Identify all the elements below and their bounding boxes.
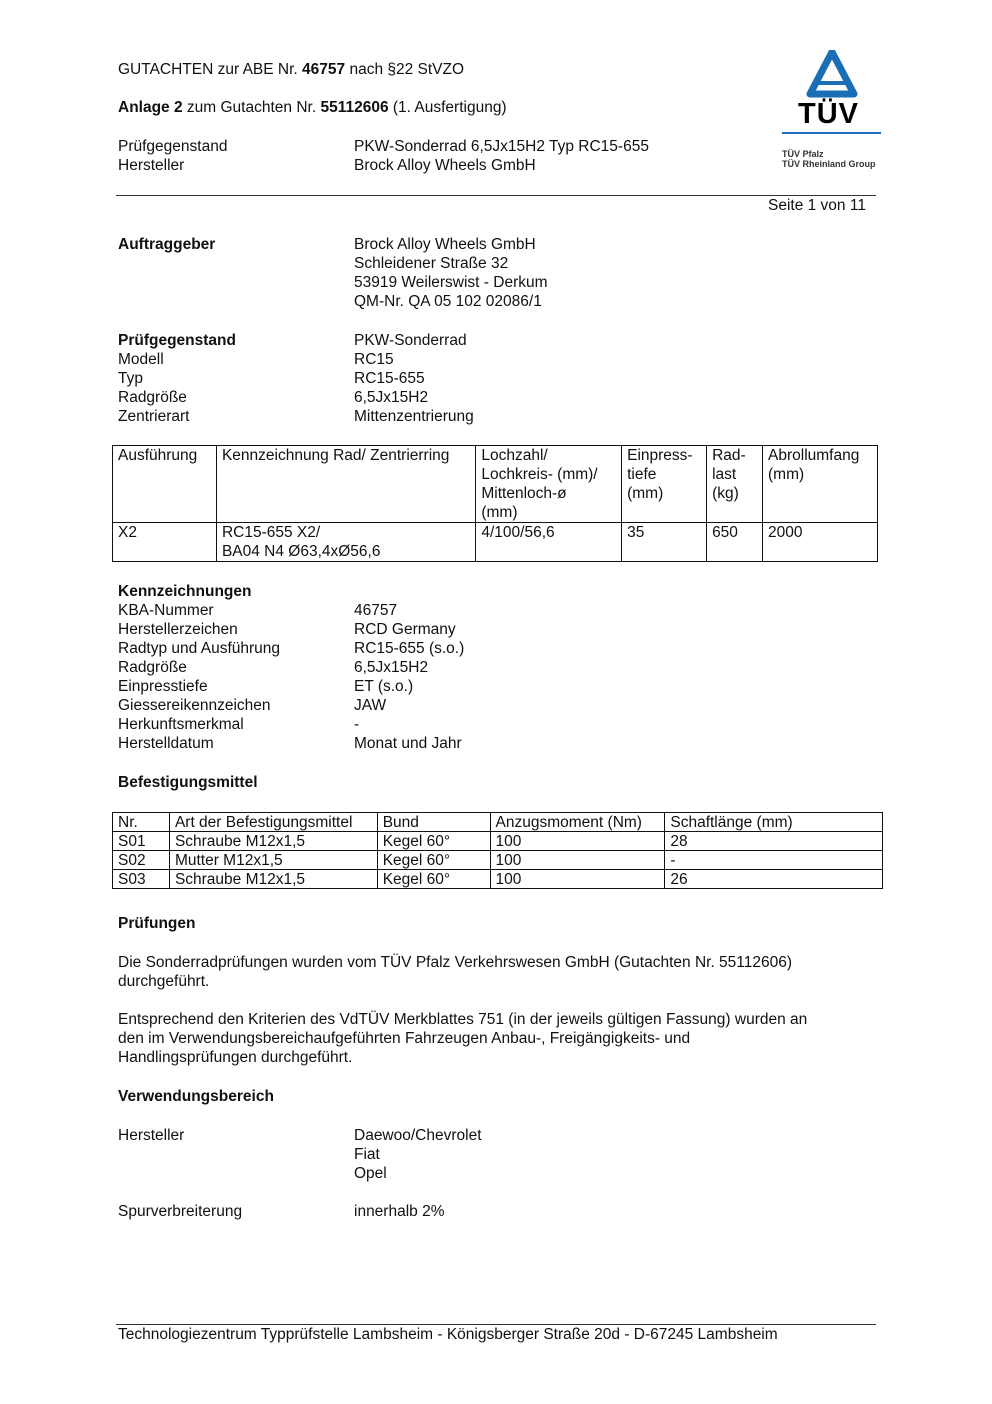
pruefungen-paragraph-line: Entsprechend den Kriterien des VdTÜV Merkblattes 751 (in der jeweils gültigen Fassung) wurden an bbox=[118, 1011, 808, 1028]
logo-line1: TÜV Pfalz bbox=[782, 149, 824, 159]
wheel-cell: 4/100/56,6 bbox=[476, 523, 622, 562]
kenn-label: Einpresstiefe bbox=[118, 678, 208, 695]
modell-value: RC15 bbox=[354, 351, 394, 368]
pruefungen-paragraph-line: Handlingsprüfungen durchgeführt. bbox=[118, 1049, 353, 1066]
kenn-label: KBA-Nummer bbox=[118, 602, 214, 619]
kenn-label: Herstellerzeichen bbox=[118, 621, 238, 638]
zentrierart-value: Mittenzentrierung bbox=[354, 408, 474, 425]
verwendung-hersteller-item: Daewoo/Chevrolet bbox=[354, 1127, 482, 1144]
kenn-label: Giessereikennzeichen bbox=[118, 697, 271, 714]
befestigung-header-cell: Schaftlänge (mm) bbox=[665, 813, 883, 832]
kenn-value: ET (s.o.) bbox=[354, 678, 414, 695]
wheel-cell: 650 bbox=[707, 523, 763, 562]
header-title: GUTACHTEN zur ABE Nr. 46757 nach §22 StVZO bbox=[118, 61, 465, 78]
kenn-label: Herstelldatum bbox=[118, 735, 214, 752]
kenn-value: JAW bbox=[354, 697, 387, 714]
wheel-header-cell: Abrollumfang (mm) bbox=[763, 446, 878, 523]
tuev-triangle-icon bbox=[782, 50, 882, 98]
wheel-header-cell: Rad- last (kg) bbox=[707, 446, 763, 523]
befestigung-table bbox=[112, 812, 883, 889]
verwendung-hersteller-item: Fiat bbox=[354, 1146, 380, 1163]
verwendung-hersteller-label: Hersteller bbox=[118, 1127, 185, 1144]
radgroesse-value: 6,5Jx15H2 bbox=[354, 389, 429, 406]
table-row bbox=[113, 851, 883, 870]
auftraggeber-line: QM-Nr. QA 05 102 02086/1 bbox=[354, 293, 542, 310]
wheel-header-cell: Einpress- tiefe (mm) bbox=[622, 446, 707, 523]
spurverbreiterung-value: innerhalb 2% bbox=[354, 1203, 445, 1220]
header-hersteller-label: Hersteller bbox=[118, 157, 185, 174]
footer-text: Technologiezentrum Typprüfstelle Lambsheim - Königsberger Straße 20d - D-67245 Lambsheim bbox=[118, 1326, 778, 1343]
befestigung-cell: Kegel 60° bbox=[377, 832, 490, 851]
kenn-value: 46757 bbox=[354, 602, 398, 619]
auftraggeber-line: Brock Alloy Wheels GmbH bbox=[354, 236, 536, 253]
wheel-header-cell: Ausführung bbox=[113, 446, 217, 523]
pruefungen-paragraph-line: Die Sonderradprüfungen wurden vom TÜV Pfalz Verkehrswesen GmbH (Gutachten Nr. 55112606) bbox=[118, 954, 793, 971]
kenn-value: RC15-655 (s.o.) bbox=[354, 640, 465, 657]
table-row bbox=[113, 870, 883, 889]
verwendung-hersteller-item: Opel bbox=[354, 1165, 387, 1182]
kennzeichnungen-title: Kennzeichnungen bbox=[118, 583, 252, 600]
logo-wordmark: TÜV bbox=[798, 98, 859, 130]
kenn-label: Radgröße bbox=[118, 659, 187, 676]
befestigung-title: Befestigungsmittel bbox=[118, 774, 258, 791]
kenn-value: - bbox=[354, 716, 360, 733]
befestigung-cell: 100 bbox=[490, 832, 665, 851]
pruefungen-paragraph-line: den im Verwendungsbereichaufgeführten Fahrzeugen Anbau-, Freigängigkeits- und bbox=[118, 1030, 691, 1047]
pruefungen-paragraph-line: durchgeführt. bbox=[118, 973, 210, 990]
befestigung-cell: Schraube M12x1,5 bbox=[169, 870, 377, 889]
befestigung-cell: Mutter M12x1,5 bbox=[169, 851, 377, 870]
befestigung-cell: 100 bbox=[490, 851, 665, 870]
befestigung-cell: S03 bbox=[113, 870, 170, 889]
header-divider bbox=[116, 195, 876, 196]
befestigung-cell: 100 bbox=[490, 870, 665, 889]
befestigung-header-cell: Bund bbox=[377, 813, 490, 832]
table-row bbox=[113, 523, 878, 562]
wheel-table-header-row bbox=[113, 446, 878, 523]
header-pruefgegenstand-label: Prüfgegenstand bbox=[118, 138, 228, 155]
table-row bbox=[113, 832, 883, 851]
wheel-cell: 35 bbox=[622, 523, 707, 562]
kenn-label: Radtyp und Ausführung bbox=[118, 640, 281, 657]
befestigung-cell: - bbox=[665, 851, 883, 870]
auftraggeber-line: 53919 Weilerswist - Derkum bbox=[354, 274, 548, 291]
kenn-value: RCD Germany bbox=[354, 621, 456, 638]
befestigung-header-cell: Anzugsmoment (Nm) bbox=[490, 813, 665, 832]
verwendungsbereich-title: Verwendungsbereich bbox=[118, 1088, 274, 1105]
befestigung-cell: 26 bbox=[665, 870, 883, 889]
befestigung-cell: Schraube M12x1,5 bbox=[169, 832, 377, 851]
kenn-value: 6,5Jx15H2 bbox=[354, 659, 429, 676]
wheel-cell: RC15-655 X2/ BA04 N4 Ø63,4xØ56,6 bbox=[216, 523, 475, 562]
pruefgegenstand-value: PKW-Sonderrad bbox=[354, 332, 467, 349]
kenn-value: Monat und Jahr bbox=[354, 735, 462, 752]
befestigung-cell: S02 bbox=[113, 851, 170, 870]
pruefungen-title: Prüfungen bbox=[118, 915, 196, 932]
modell-label: Modell bbox=[118, 351, 164, 368]
befestigung-cell: 28 bbox=[665, 832, 883, 851]
logo-line2: TÜV Rheinland Group bbox=[782, 159, 876, 169]
auftraggeber-line: Schleidener Straße 32 bbox=[354, 255, 509, 272]
befestigung-header-cell: Art der Befestigungsmittel bbox=[169, 813, 377, 832]
kenn-label: Herkunftsmerkmal bbox=[118, 716, 244, 733]
header-hersteller-value: Brock Alloy Wheels GmbH bbox=[354, 157, 536, 174]
zentrierart-label: Zentrierart bbox=[118, 408, 190, 425]
befestigung-cell: Kegel 60° bbox=[377, 870, 490, 889]
wheel-table bbox=[112, 445, 878, 562]
logo-rule bbox=[782, 132, 881, 134]
wheel-header-cell: Lochzahl/ Lochkreis- (mm)/ Mittenloch-ø (mm) bbox=[476, 446, 622, 523]
typ-value: RC15-655 bbox=[354, 370, 425, 387]
radgroesse-label: Radgröße bbox=[118, 389, 187, 406]
page-number: Seite 1 von 11 bbox=[768, 197, 866, 214]
wheel-cell: X2 bbox=[113, 523, 217, 562]
befestigung-header-row bbox=[113, 813, 883, 832]
spurverbreiterung-label: Spurverbreiterung bbox=[118, 1203, 243, 1220]
auftraggeber-label: Auftraggeber bbox=[118, 236, 216, 253]
tuev-logo bbox=[782, 50, 882, 172]
wheel-cell: 2000 bbox=[763, 523, 878, 562]
header-pruefgegenstand-value: PKW-Sonderrad 6,5Jx15H2 Typ RC15-655 bbox=[354, 138, 649, 155]
pruefgegenstand-label: Prüfgegenstand bbox=[118, 332, 236, 349]
befestigung-header-cell: Nr. bbox=[113, 813, 170, 832]
header-subtitle: Anlage 2 zum Gutachten Nr. 55112606 (1. Ausfertigung) bbox=[118, 99, 507, 116]
befestigung-cell: Kegel 60° bbox=[377, 851, 490, 870]
wheel-header-cell: Kennzeichnung Rad/ Zentrierring bbox=[216, 446, 475, 523]
befestigung-cell: S01 bbox=[113, 832, 170, 851]
typ-label: Typ bbox=[118, 370, 143, 387]
